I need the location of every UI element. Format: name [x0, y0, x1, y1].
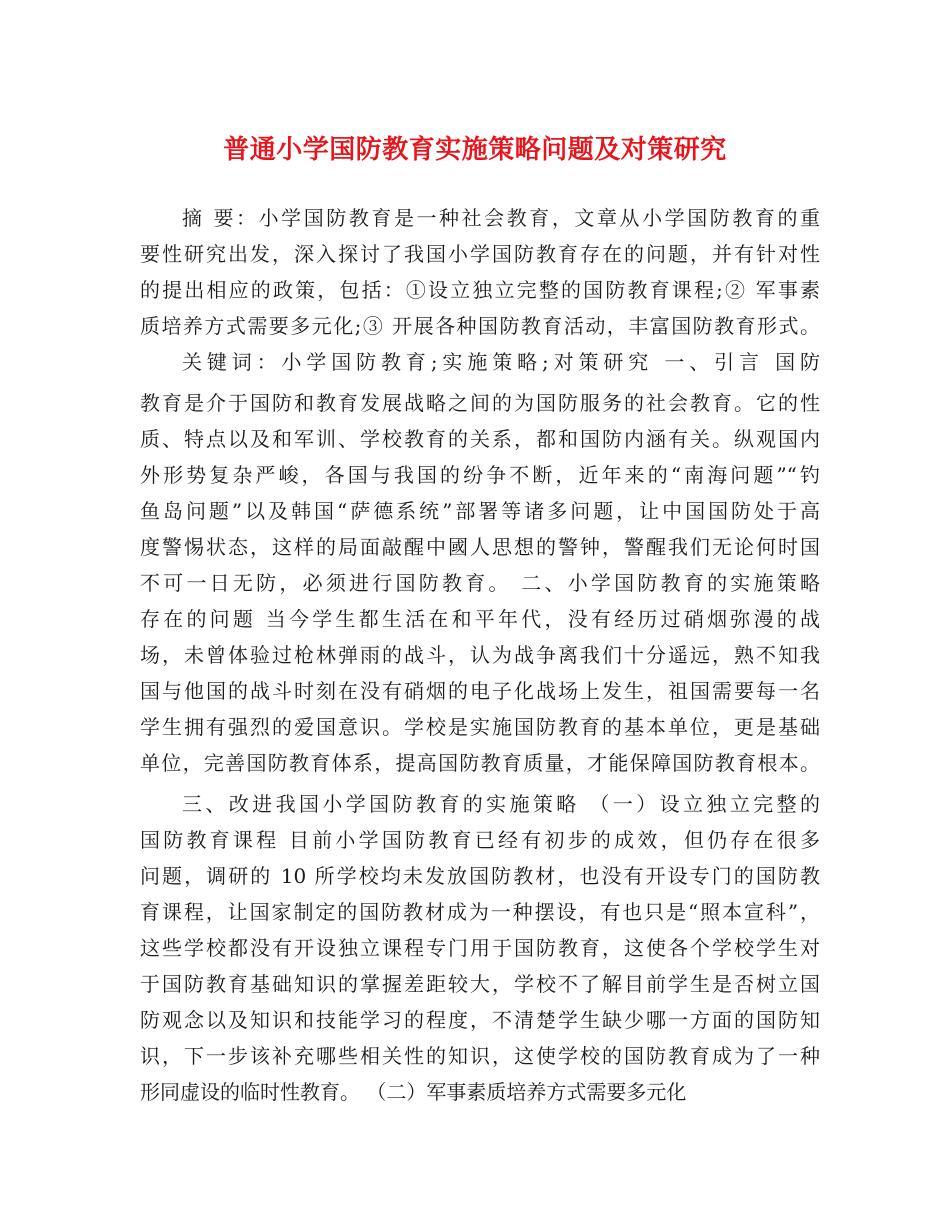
body-line: 于国防教育基础知识的掌握差距较大，学校不了解目前学生是否树立国	[140, 972, 820, 996]
body-line: 摘 要：小学国防教育是一种社会教育，文章从小学国防教育的重	[182, 206, 820, 230]
body-line: 国防教育课程 目前小学国防教育已经有初步的成效，但仍存在很多	[140, 828, 820, 852]
body-line: 教育是介于国防和教育发展战略之间的为国防服务的社会教育。它的性	[140, 391, 820, 415]
body-line: 关键词：小学国防教育;实施策略;对策研究 一、引言 国防	[182, 350, 820, 374]
body-line: 育课程，让国家制定的国防教材成为一种摆设，有也只是“照本宣科”，	[140, 900, 820, 924]
body-line: 的提出相应的政策，包括：①设立独立完整的国防教育课程;② 军事素	[140, 278, 820, 302]
body-line: 形同虚设的临时性教育。 （二）军事素质培养方式需要多元化	[140, 1080, 687, 1104]
body-line: 不可一日无防，必须进行国防教育。 二、小学国防教育的实施策略	[140, 571, 820, 595]
body-line: 场，未曾体验过枪林弹雨的战斗，认为战争离我们十分遥远，熟不知我	[140, 643, 820, 667]
body-line: 学生拥有强烈的爱国意识。学校是实施国防教育的基本单位，更是基础	[140, 715, 820, 739]
document-title: 普通小学国防教育实施策略问题及对策研究	[223, 135, 727, 165]
body-line: 度警惕状态，这样的局面敲醒中國人思想的警钟，警醒我们无论何时国	[140, 535, 820, 559]
body-line: 鱼岛问题”以及韩国“萨德系统”部署等诸多问题，让中国国防处于高	[140, 499, 820, 523]
body-line: 国与他国的战斗时刻在没有硝烟的电子化战场上发生，祖国需要每一名	[140, 679, 820, 703]
body-line: 存在的问题 当今学生都生活在和平年代，没有经历过硝烟弥漫的战	[140, 607, 820, 631]
body-line: 单位，完善国防教育体系，提高国防教育质量，才能保障国防教育根本。	[140, 751, 820, 775]
body-line: 质、特点以及和军训、学校教育的关系，都和国防内涵有关。纵观国内	[140, 427, 820, 451]
body-line: 三、改进我国小学国防教育的实施策略 （一）设立独立完整的	[182, 792, 820, 816]
body-line: 这些学校都没有开设独立课程专门用于国防教育，这使各个学校学生对	[140, 936, 820, 960]
body-line: 外形势复杂严峻，各国与我国的纷争不断，近年来的“南海问题”“钓	[140, 463, 820, 487]
body-line: 要性研究出发，深入探讨了我国小学国防教育存在的问题，并有针对性	[140, 242, 820, 266]
body-line: 防观念以及知识和技能学习的程度，不清楚学生缺少哪一方面的国防知	[140, 1008, 820, 1032]
body-line: 问题，调研的 10 所学校均未发放国防教材，也没有开设专门的国防教	[140, 864, 820, 888]
body-line: 质培养方式需要多元化;③ 开展各种国防教育活动，丰富国防教育形式。	[140, 314, 820, 338]
body-line: 识，下一步该补充哪些相关性的知识，这使学校的国防教育成为了一种	[140, 1044, 820, 1068]
